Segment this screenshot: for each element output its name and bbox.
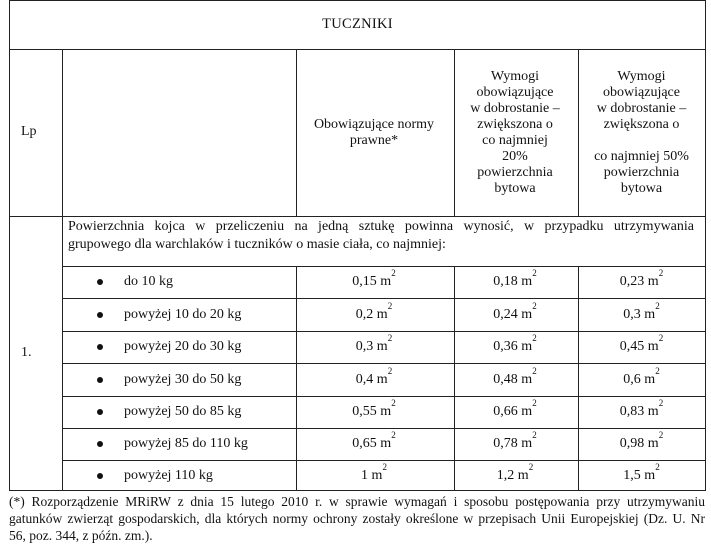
row-label bbox=[62, 331, 294, 363]
value-number: 0,83 bbox=[619, 404, 645, 419]
value-legal-norm bbox=[295, 396, 453, 428]
bullet-icon bbox=[97, 377, 103, 383]
value-number: 0,66 bbox=[493, 404, 518, 419]
value-welfare-20 bbox=[453, 266, 577, 298]
value-unit-power: 2 bbox=[528, 461, 534, 472]
value-welfare-20 bbox=[453, 363, 577, 396]
value-unit-power: 2 bbox=[382, 461, 387, 472]
value-unit-power: 2 bbox=[391, 398, 396, 409]
row-label bbox=[62, 396, 294, 428]
value-number: 0,65 bbox=[352, 436, 377, 451]
row-label bbox=[62, 460, 294, 491]
value-unit: m bbox=[521, 404, 533, 419]
value-unit: m bbox=[371, 467, 383, 483]
value-legal-norm bbox=[295, 266, 453, 298]
intro-line: Powierzchnia kojca w przeliczeniu na jedną sztukę powinna wynosić, w przypadku utrzymywania bbox=[68, 219, 694, 234]
value-legal-norm bbox=[295, 460, 453, 491]
row-label-text: powyżej 50 do 85 kg bbox=[124, 404, 242, 419]
header-welfare-20: Wymogi obowiązujące w dobrostanie – zwiększona o co najmniej 20% powierzchnia bytowa bbox=[470, 68, 560, 196]
value-legal-norm bbox=[295, 363, 453, 396]
value-welfare-20 bbox=[453, 396, 577, 428]
footnote-line: gatunków zwierząt gospodarskich, dla których normy ochrony zostały określone w przepisach Unii Europejskiej (Dz. U. Nr bbox=[9, 511, 705, 526]
header-lp: Lp bbox=[21, 123, 37, 139]
header-legal-norms: Obowiązujące normy prawne* bbox=[313, 116, 435, 148]
row-label bbox=[62, 363, 294, 396]
value-unit-power: 2 bbox=[532, 300, 537, 311]
value-number: 1,5 bbox=[623, 467, 641, 483]
value-welfare-20 bbox=[453, 331, 577, 363]
value-unit-power: 2 bbox=[387, 300, 393, 311]
bullet-icon bbox=[97, 344, 103, 350]
value-welfare-20 bbox=[453, 298, 577, 331]
value-number: 0,55 bbox=[352, 404, 377, 419]
bullet-icon bbox=[97, 279, 103, 285]
value-unit: m bbox=[521, 371, 533, 387]
value-unit-power: 2 bbox=[387, 333, 393, 344]
table-title: TUCZNIKI bbox=[322, 16, 393, 32]
value-number: 0,45 bbox=[619, 339, 645, 354]
bullet-icon bbox=[97, 409, 103, 415]
value-unit: m bbox=[644, 467, 656, 483]
value-unit-power: 2 bbox=[532, 365, 537, 376]
row-label-text: powyżej 10 do 20 kg bbox=[124, 306, 242, 322]
bullet-icon bbox=[97, 312, 103, 318]
value-unit-power: 2 bbox=[655, 461, 660, 472]
row-intro-text bbox=[68, 218, 694, 254]
value-number: 0,3 bbox=[623, 306, 641, 322]
value-number: 0,78 bbox=[493, 436, 518, 451]
value-legal-norm bbox=[295, 298, 453, 331]
value-number: 0,18 bbox=[493, 274, 518, 289]
value-unit: m bbox=[647, 436, 659, 451]
footnote bbox=[9, 493, 705, 544]
value-welfare-20 bbox=[453, 460, 577, 491]
footnote-line: 56, poz. 344, z późn. zm.). bbox=[9, 528, 153, 543]
value-unit: m bbox=[380, 274, 392, 289]
value-unit-power: 2 bbox=[655, 300, 660, 311]
bullet-icon bbox=[97, 441, 103, 447]
value-number: 0,48 bbox=[493, 371, 518, 387]
value-unit-power: 2 bbox=[391, 268, 396, 279]
value-unit-power: 2 bbox=[532, 430, 537, 441]
bullet-icon bbox=[97, 473, 103, 479]
value-number: 0,24 bbox=[493, 306, 518, 322]
value-unit: m bbox=[376, 306, 388, 322]
header-item bbox=[62, 48, 295, 215]
value-welfare-50 bbox=[577, 460, 706, 491]
value-number: 0,6 bbox=[623, 371, 641, 387]
value-unit: m bbox=[521, 436, 533, 451]
value-unit: m bbox=[380, 404, 392, 419]
value-unit: m bbox=[376, 339, 388, 354]
value-legal-norm bbox=[295, 331, 453, 363]
value-number: 0,36 bbox=[493, 339, 518, 354]
value-welfare-50 bbox=[577, 266, 706, 298]
value-unit: m bbox=[644, 306, 656, 322]
value-unit: m bbox=[521, 339, 533, 354]
value-welfare-50 bbox=[577, 298, 706, 331]
header-welfare-50: Wymogi obowiązujące w dobrostanie – zwiększona o co najmniej 50% powierzchnia bytowa bbox=[594, 68, 689, 196]
value-unit: m bbox=[376, 371, 388, 387]
value-number: 0,3 bbox=[355, 339, 374, 354]
value-number: 0,2 bbox=[355, 306, 374, 322]
value-unit-power: 2 bbox=[387, 365, 393, 376]
row-label-text: powyżej 30 do 50 kg bbox=[124, 371, 242, 387]
value-unit: m bbox=[647, 404, 659, 419]
row-label-text: powyżej 110 kg bbox=[124, 467, 213, 483]
divider bbox=[10, 216, 705, 217]
value-unit-power: 2 bbox=[391, 430, 396, 441]
value-number: 0,4 bbox=[355, 371, 374, 387]
value-number: 0,98 bbox=[619, 436, 645, 451]
value-number: 0,15 bbox=[352, 274, 377, 289]
value-unit: m bbox=[647, 274, 659, 289]
value-unit-power: 2 bbox=[658, 333, 664, 344]
value-number: 1,2 bbox=[496, 467, 515, 483]
value-welfare-50 bbox=[577, 428, 706, 460]
value-legal-norm bbox=[295, 428, 453, 460]
row-label-text: powyżej 20 do 30 kg bbox=[124, 339, 242, 354]
value-number: 1 bbox=[361, 467, 369, 483]
value-unit: m bbox=[521, 306, 533, 322]
row-label bbox=[62, 266, 294, 298]
value-unit-power: 2 bbox=[658, 268, 664, 279]
value-unit: m bbox=[517, 467, 529, 483]
value-unit-power: 2 bbox=[532, 398, 537, 409]
row-label bbox=[62, 428, 294, 460]
value-unit: m bbox=[380, 436, 392, 451]
value-unit-power: 2 bbox=[655, 365, 660, 376]
row-label-text: do 10 kg bbox=[124, 274, 173, 289]
row-label bbox=[62, 298, 294, 331]
value-unit-power: 2 bbox=[532, 268, 537, 279]
value-welfare-50 bbox=[577, 363, 706, 396]
row-label-text: powyżej 85 do 110 kg bbox=[124, 436, 248, 451]
value-unit-power: 2 bbox=[658, 430, 664, 441]
value-number: 0,23 bbox=[619, 274, 645, 289]
value-unit-power: 2 bbox=[532, 333, 537, 344]
value-welfare-50 bbox=[577, 396, 706, 428]
row-number: 1. bbox=[21, 345, 32, 360]
value-unit-power: 2 bbox=[658, 398, 664, 409]
value-welfare-50 bbox=[577, 331, 706, 363]
intro-line: grupowego dla warchlaków i tuczników o masie ciała, co najmniej: bbox=[68, 237, 446, 252]
value-unit: m bbox=[644, 371, 656, 387]
value-unit: m bbox=[647, 339, 659, 354]
footnote-line: (*) Rozporządzenie MRiRW z dnia 15 lutego 2010 r. w sprawie wymagań i sposobu postępowania przy utrzymywaniu bbox=[9, 494, 705, 509]
value-unit: m bbox=[521, 274, 533, 289]
value-welfare-20 bbox=[453, 428, 577, 460]
